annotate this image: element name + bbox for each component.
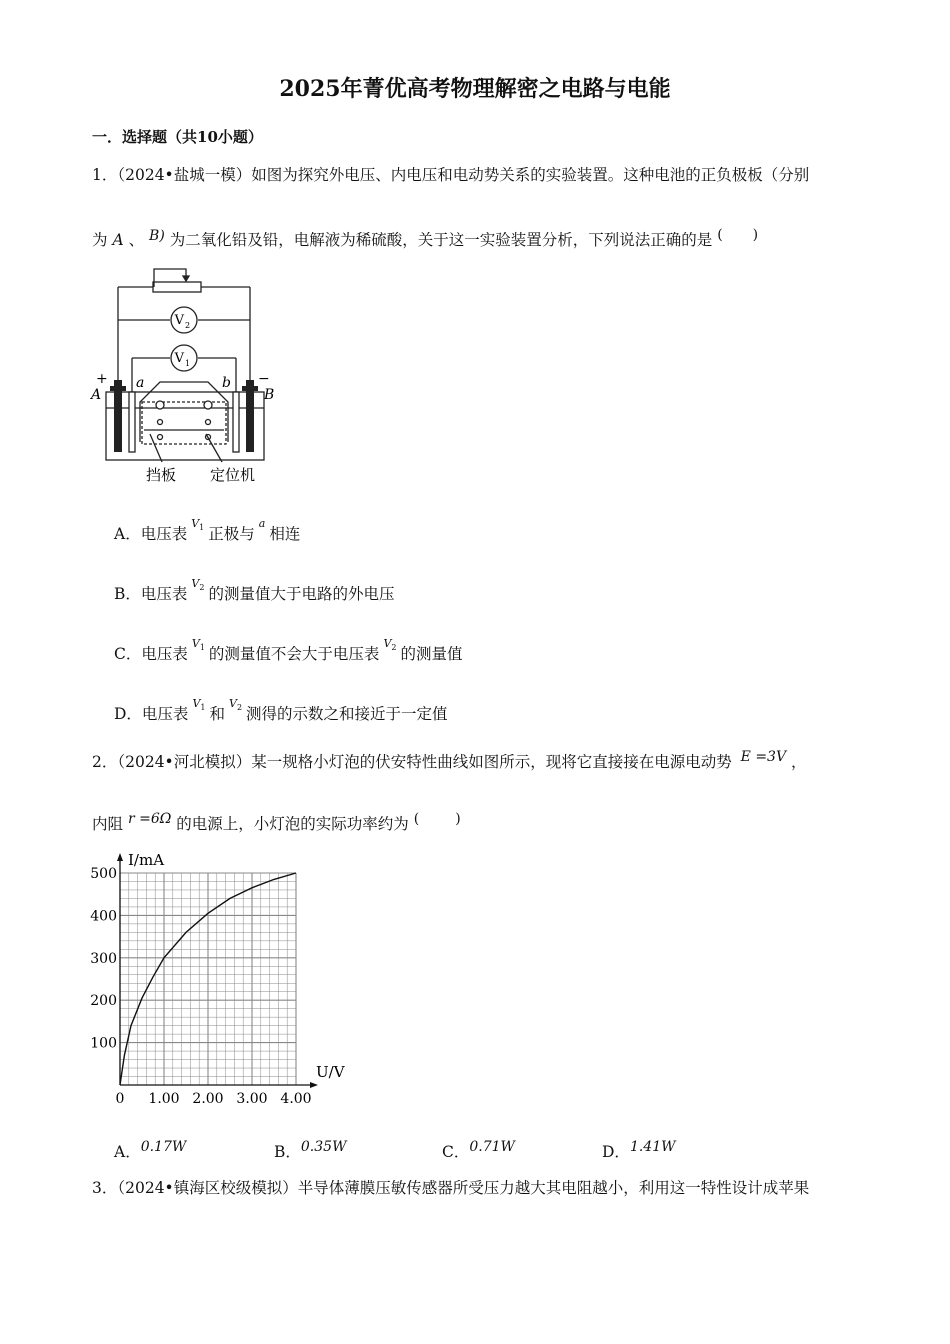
q1-stem-line2: 为 A 、 B) 为二氧化铅及铅，电解液为稀硫酸，关于这一实验装置分析，下列说法正确的是 ( ) [92,227,759,249]
y-axis-arrow [117,853,123,861]
y-tick-label: 500 [90,866,117,882]
minus-sign: − [258,371,270,387]
y-tick-label: 400 [90,908,117,925]
q2-stem-line1: 2．（2024•河北模拟）某一规格小灯泡的伏安特性曲线如图所示，现将它直接接在电源电动势 E =3V ， [92,749,807,771]
plate-b-label: B [264,387,275,403]
v1-meter-label: V [174,351,184,366]
y-tick-label: 300 [90,950,117,967]
q1-option-d[interactable]: D．电压表$^{V_1}$ 和$^{V_2}$ 测得的示数之和接近于一定值 [114,697,448,723]
q2-emf: E =3V [740,749,787,765]
q1-stem-line1: 1．（2024•盐城一模）如图为探究外电压、内电压和电动势关系的实验装置。这种电池的正负极板（分别 [92,166,810,184]
baffle-label: 挡板 [146,466,177,484]
q1-option-a[interactable]: A．电压表$^{V_1}$ 正极与$^a$相连 [114,517,301,543]
page-title: 2025年菁优高考物理解密之电路与电能 [279,76,671,102]
plus-sign: + [96,371,108,387]
q1-plate-a: A [112,231,124,249]
positioner-label: 定位机 [210,466,256,484]
q1-option-c[interactable]: C．电压表$^{V_1}$ 的测量值不会大于电压表$^{V_2}$ 的测量值 [114,637,463,663]
q2-option-b[interactable]: B．0.35W [274,1139,347,1161]
q2-option-d[interactable]: D．1.41W [602,1139,676,1161]
q2-answer-blank: ( ) [413,811,461,827]
q2-iv-chart [86,845,356,1115]
q1-circuit-diagram [88,262,288,488]
q1-option-b[interactable]: B．电压表$^{V_2}$ 的测量值大于电路的外电压 [114,577,395,603]
section-heading: 一．选择题（共10小题） [92,128,263,146]
q2-option-a[interactable]: A．0.17W [114,1139,187,1161]
lead-b-label: b [222,375,231,391]
v2-meter-sub: 2 [185,321,191,330]
x-tick-label: 4.00 [280,1091,312,1107]
x-tick-label: 2.00 [192,1091,224,1107]
x-axis-arrow [310,1082,318,1088]
x-tick-label: 1.00 [148,1091,180,1107]
q2-option-c[interactable]: C．0.71W [442,1139,515,1161]
q2-internal-resistance: r =6Ω [127,811,172,827]
q2-stem-line2: 内阻 r =6Ω 的电源上，小灯泡的实际功率约为 ( ) [92,811,461,833]
lead-a-label: a [136,375,145,391]
v2-meter-label: V [174,313,184,328]
y-tick-label: 200 [90,993,117,1010]
x-axis-label: U/V [316,1063,345,1081]
v1-meter-sub: 1 [185,359,191,368]
q1-answer-blank: ( ) [717,227,759,243]
x-tick-label: 0 [115,1091,125,1107]
plate-a-label: A [91,387,102,403]
y-axis-label: I/mA [128,851,165,869]
q3-stem-line1: 3．（2024•镇海区校级模拟）半导体薄膜压敏传感器所受压力越大其电阻越小，利用这一特性设计成苹果 [92,1179,810,1197]
y-tick-label: 100 [90,1035,117,1052]
q1-plate-b: B) [149,228,165,244]
x-tick-label: 3.00 [236,1091,268,1107]
